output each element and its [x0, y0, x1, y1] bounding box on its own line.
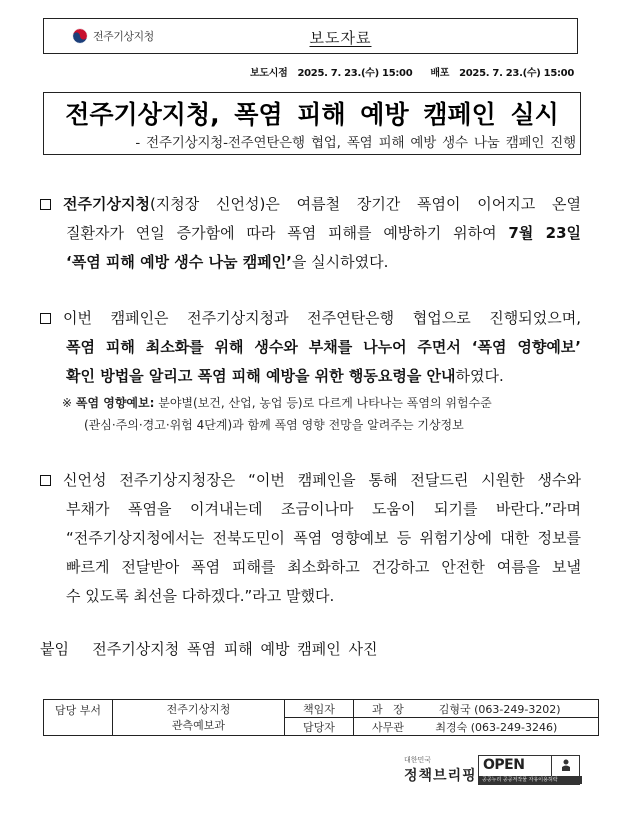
kogl-open-badge	[478, 755, 580, 785]
para-line: 빠르게 전달받아 폭염 피해를 최소화하고 건강하고 안전한 여름을 보낼	[66, 558, 581, 576]
para-line: 수 있도록 최선을 다하겠다.”라고 말했다.	[66, 587, 335, 605]
para-line: 신언성 전주기상지청장은 “이번 캠페인을 통해 전달드린 시원한 생수와	[40, 466, 581, 495]
agency-name: 전주기상지청	[93, 30, 154, 43]
square-bullet-icon	[40, 475, 51, 486]
attribution-person-icon	[561, 759, 571, 771]
doc-type-heading: 보도자료	[309, 29, 372, 47]
open-wordmark: OPEN	[483, 757, 525, 773]
attachment-label: 붙임	[40, 640, 69, 658]
reference-mark-icon: ※	[62, 396, 73, 410]
distribution-value: 2025. 7. 23.(수) 15:00	[459, 68, 574, 79]
paragraph-2	[40, 304, 581, 391]
attachment-text: 전주기상지청 폭염 피해 예방 캠페인 사진	[92, 640, 378, 658]
square-bullet-icon	[40, 199, 51, 210]
attachment-line	[40, 638, 377, 659]
title-box	[43, 92, 581, 155]
para-line: 전주기상지청(지청장 신언성)은 여름철 장기간 폭염이 이어지고 온열	[40, 190, 581, 219]
contact-table	[43, 699, 599, 736]
dept-name: 전주기상지청 관측예보과	[113, 700, 285, 736]
role-cell: 담당자	[285, 718, 354, 736]
para-line: 부채가 폭염을 이겨내는데 조금이나마 도움이 되기를 바란다.”라며	[66, 500, 581, 518]
sub-title: - 전주기상지청-전주연탄은행 협업, 폭염 피해 예방 생수 나눔 캠페인 진행	[135, 135, 576, 151]
note-term: 폭염 영향예보:	[75, 396, 155, 410]
para-line: 확인 방법을 알리고 폭염 피해 예방을 위한 행동요령을 안내하였다.	[66, 367, 504, 385]
para-line: 질환자가 연일 증가함에 따라 폭염 피해를 예방하기 위하여 7월 23일	[66, 224, 581, 242]
person-cell: 과 장 김형국 (063-249-3202)	[354, 700, 599, 718]
para-line: 이번 캠페인은 전주기상지청과 전주연탄은행 협업으로 진행되었으며,	[40, 304, 581, 333]
person-cell: 사무관 최경숙 (063-249-3246)	[354, 718, 599, 736]
footnote: ※ 폭염 영향예보: 분야별(보건, 산업, 농업 등)로 다르게 나타나는 폭염의 위험수준 (관심·주의·경고·위험 4단계)과 함께 폭염 영향 전망을 알려주는 기상정보	[62, 396, 492, 432]
embargo-label: 보도시점	[250, 68, 288, 79]
dept-label: 담당 부서	[44, 700, 113, 736]
para-line: ‘폭염 피해 예방 생수 나눔 캠페인’을 실시하였다.	[66, 253, 389, 271]
policy-briefing-logo: 대한민국 정책브리핑	[404, 756, 477, 784]
paragraph-1	[40, 190, 581, 277]
kogl-strip: 공공누리 공공저작물 자유이용허락	[479, 776, 582, 784]
square-bullet-icon	[40, 313, 51, 324]
para-line: “전주기상지청에서는 전북도민이 폭염 영향예보 등 위험기상에 대한 정보를	[66, 529, 581, 547]
embargo-value: 2025. 7. 23.(수) 15:00	[297, 68, 413, 79]
header-box	[43, 18, 578, 54]
table-row	[44, 700, 599, 718]
release-timing	[250, 64, 574, 79]
role-cell: 책임자	[285, 700, 354, 718]
distribution-label: 배포	[430, 68, 450, 79]
paragraph-3	[40, 466, 581, 611]
main-title: 전주기상지청, 폭염 피해 예방 캠페인 실시	[65, 100, 559, 129]
para-line: 폭염 피해 최소화를 위해 생수와 부채를 나누어 주면서 ‘폭염 영향예보’	[66, 338, 581, 356]
